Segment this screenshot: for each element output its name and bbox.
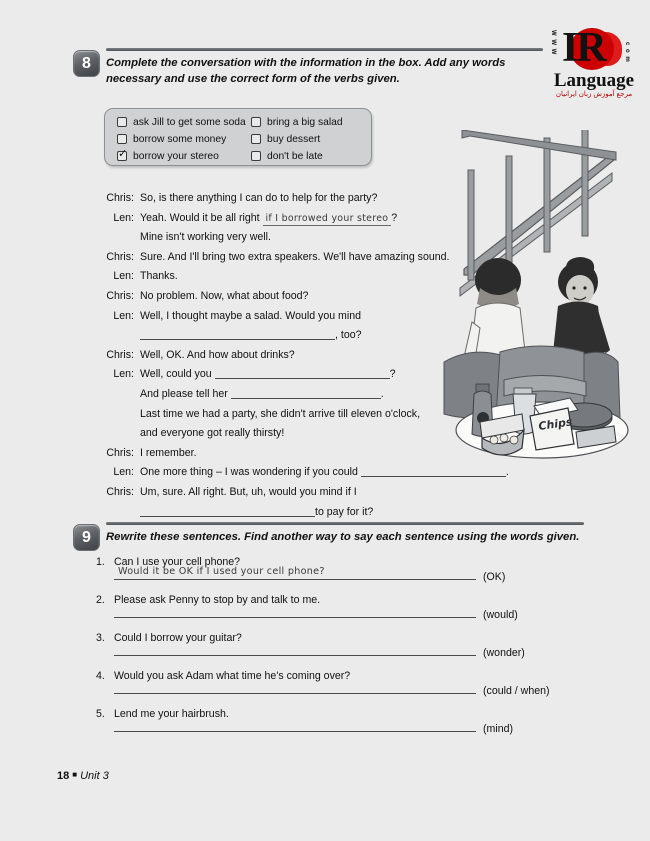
word-bank-option[interactable] bbox=[117, 114, 246, 130]
checkbox-icon[interactable] bbox=[117, 134, 127, 144]
word-bank-option-label: ask Jill to get some soda bbox=[133, 116, 246, 128]
answer-blank-line[interactable] bbox=[215, 368, 390, 379]
dialogue-text bbox=[140, 388, 436, 400]
rewrite-answer-row bbox=[96, 644, 576, 670]
dialogue-text-before-blank: Well, could you bbox=[140, 368, 215, 381]
rewrite-item-prompt: Could I borrow your guitar? bbox=[114, 632, 242, 644]
dialogue-text: Well, I thought maybe a salad. Would you mind bbox=[140, 309, 362, 322]
dialogue-speaker: Len: bbox=[113, 368, 134, 381]
dialogue-speaker: Len: bbox=[113, 466, 134, 479]
word-bank-option[interactable] bbox=[117, 131, 246, 147]
dialogue-text: Well, OK. And how about drinks? bbox=[140, 348, 295, 361]
dialogue-line bbox=[96, 408, 436, 428]
exercise-9-instruction: Rewrite these sentences. Find another way to say each sentence using the words given. bbox=[106, 531, 580, 543]
dialogue-text-after-blank: ? bbox=[389, 368, 396, 381]
rewrite-cue-word: (mind) bbox=[483, 723, 514, 735]
dialogue-line bbox=[96, 486, 436, 506]
dialogue-speaker: Chris: bbox=[106, 250, 134, 263]
dialogue-line bbox=[96, 447, 436, 467]
checkbox-icon[interactable] bbox=[117, 117, 127, 127]
dialogue-text-before-blank: One more thing – I was wondering if you could bbox=[140, 466, 361, 479]
dialogue-speaker: Len: bbox=[113, 211, 134, 224]
rewrite-item-prompt: Can I use your cell phone? bbox=[114, 556, 241, 568]
exercise-8-instruction bbox=[106, 56, 546, 87]
rewrite-item-prompt: Would you ask Adam what time he's coming over? bbox=[114, 670, 351, 682]
page-footer bbox=[57, 770, 109, 782]
word-bank-option[interactable] bbox=[251, 114, 343, 130]
dialogue-line bbox=[96, 466, 509, 486]
dialogue-text: Um, sure. All right. But, uh, would you mind if I bbox=[140, 485, 357, 498]
logo-monogram: IR bbox=[562, 25, 605, 71]
dialogue-text-after-blank: ? bbox=[391, 211, 398, 224]
conversation-dialogue bbox=[96, 192, 509, 525]
dialogue-line bbox=[96, 212, 436, 232]
dialogue-speaker: Chris: bbox=[106, 289, 134, 302]
answer-blank-line[interactable] bbox=[231, 388, 381, 399]
dialogue-line bbox=[96, 231, 436, 251]
illustration-svg bbox=[438, 130, 638, 480]
rewrite-answer-row bbox=[96, 606, 576, 632]
rewrite-item-prompt: Please ask Penny to stop by and talk to me. bbox=[114, 594, 321, 606]
exercise-8-number-badge: 8 bbox=[73, 50, 100, 77]
dialogue-text: Mine isn't working very well. bbox=[140, 231, 271, 244]
rewrite-item-number: 1. bbox=[96, 556, 105, 568]
irlanguage-logo bbox=[548, 26, 640, 104]
rewrite-cue-word: (OK) bbox=[483, 571, 506, 583]
footer-unit-label: Unit 3 bbox=[80, 770, 109, 782]
rewrite-sentences-list bbox=[96, 556, 576, 746]
rewrite-answer-row bbox=[96, 568, 576, 594]
rewrite-cue-word: (wonder) bbox=[483, 647, 525, 659]
dialogue-speaker: Chris: bbox=[106, 485, 134, 498]
dialogue-text-after-blank: , too? bbox=[335, 329, 362, 342]
illustration-party-scene bbox=[438, 130, 638, 480]
answer-blank-line[interactable] bbox=[114, 720, 476, 732]
dialogue-text: I remember. bbox=[140, 446, 197, 459]
dialogue-speaker: Len: bbox=[113, 309, 134, 322]
dialogue-text-after-blank: . bbox=[380, 387, 384, 400]
rewrite-item bbox=[96, 670, 576, 682]
page-number: 18 bbox=[57, 770, 70, 782]
word-bank-option[interactable] bbox=[251, 148, 343, 164]
word-bank-option[interactable] bbox=[251, 131, 343, 147]
logo-www-text: W W W bbox=[550, 30, 556, 56]
dialogue-text: So, is there anything I can do to help for the party? bbox=[140, 192, 378, 204]
word-bank-option-label: borrow some money bbox=[133, 133, 227, 145]
exercise-8-instruction-line-2: necessary and use the correct form of the verbs given. bbox=[106, 72, 400, 85]
dialogue-text bbox=[140, 329, 436, 341]
word-bank-option-label: buy dessert bbox=[267, 133, 321, 145]
dialogue-line bbox=[96, 349, 436, 369]
dialogue-line bbox=[96, 270, 436, 290]
word-bank-column-left bbox=[117, 114, 246, 165]
dialogue-text-before-blank: Yeah. Would it be all right bbox=[140, 211, 263, 224]
rewrite-item bbox=[96, 594, 576, 606]
answer-blank-line[interactable] bbox=[114, 568, 476, 580]
svg-text:Chips: Chips bbox=[537, 415, 574, 433]
word-bank-option[interactable] bbox=[117, 148, 246, 164]
word-bank-option-label: borrow your stereo bbox=[133, 150, 219, 162]
dialogue-speaker: Chris: bbox=[106, 192, 134, 204]
dialogue-text-after-blank: . bbox=[505, 466, 509, 479]
dialogue-text-after-blank: to pay for it? bbox=[315, 505, 374, 518]
dialogue-speaker: Len: bbox=[113, 270, 134, 283]
word-bank-column-right bbox=[251, 114, 343, 165]
answer-blank-line[interactable] bbox=[114, 682, 476, 694]
checkbox-icon[interactable] bbox=[251, 151, 261, 161]
exercise-9-number-badge: 9 bbox=[73, 524, 100, 551]
answer-blank-line[interactable] bbox=[140, 329, 335, 340]
rewrite-answer-row bbox=[96, 682, 576, 708]
word-bank-option-label: bring a big salad bbox=[267, 116, 343, 128]
rewrite-cue-word: (would) bbox=[483, 609, 518, 621]
dialogue-line bbox=[96, 250, 450, 271]
dialogue-speaker: Chris: bbox=[106, 446, 134, 459]
rewrite-answer-row bbox=[96, 720, 576, 746]
chips-bag-icon bbox=[530, 408, 574, 450]
footer-bullet-icon: ■ bbox=[72, 770, 78, 779]
dialogue-text bbox=[140, 212, 436, 226]
answer-blank-line[interactable] bbox=[114, 606, 476, 618]
word-bank-option-label: don't be late bbox=[267, 150, 323, 162]
rewrite-item-number: 4. bbox=[96, 670, 105, 682]
answer-blank-line[interactable] bbox=[114, 644, 476, 656]
dialogue-line bbox=[96, 427, 436, 447]
exercise-8-divider bbox=[106, 48, 543, 51]
exercise-8-instruction-line-1: Complete the conversation with the information in the box. Add any words bbox=[106, 57, 506, 69]
dialogue-text: and everyone got really thirsty! bbox=[140, 427, 285, 440]
dialogue-text: Sure. And I'll bring two extra speakers. We'll have amazing sound. bbox=[140, 250, 450, 263]
rewrite-item bbox=[96, 632, 576, 644]
logo-com-text: c o m bbox=[624, 42, 630, 63]
rewrite-item-number: 3. bbox=[96, 632, 105, 644]
rewrite-item-prompt: Lend me your hairbrush. bbox=[114, 708, 229, 720]
dialogue-text: Last time we had a party, she didn't arrive till eleven o'clock, bbox=[140, 407, 421, 420]
dialogue-text bbox=[140, 506, 436, 518]
dialogue-line bbox=[96, 290, 436, 310]
checkbox-checked-icon[interactable] bbox=[117, 151, 127, 161]
checkbox-icon[interactable] bbox=[251, 117, 261, 127]
dialogue-text: Thanks. bbox=[140, 270, 178, 283]
handwritten-answer[interactable]: Would it be OK if I used your cell phone? bbox=[118, 566, 325, 577]
dialogue-line bbox=[96, 310, 436, 330]
rewrite-item bbox=[96, 708, 576, 720]
dialogue-speaker: Chris: bbox=[106, 348, 134, 361]
rewrite-item-number: 2. bbox=[96, 594, 105, 606]
logo-wordmark: Language bbox=[553, 70, 635, 91]
logo-persian-tagline: مرجع آموزش زبان ایرانیان bbox=[555, 91, 633, 98]
answer-blank-line[interactable] bbox=[140, 506, 315, 517]
rewrite-cue-word: (could / when) bbox=[483, 685, 550, 697]
handwritten-answer[interactable]: if I borrowed your stereo bbox=[263, 213, 392, 226]
dialogue-line bbox=[96, 388, 436, 408]
dialogue-line bbox=[96, 368, 436, 388]
checkbox-icon[interactable] bbox=[251, 134, 261, 144]
dialogue-text-before-blank: And please tell her bbox=[140, 387, 231, 400]
dialogue-line bbox=[96, 329, 436, 349]
exercise-9-divider bbox=[106, 522, 584, 525]
dialogue-line bbox=[96, 192, 436, 212]
word-bank-box bbox=[104, 108, 372, 166]
dialogue-text: No problem. Now, what about food? bbox=[140, 289, 309, 302]
rewrite-item-number: 5. bbox=[96, 708, 105, 720]
dialogue-text bbox=[140, 368, 436, 380]
